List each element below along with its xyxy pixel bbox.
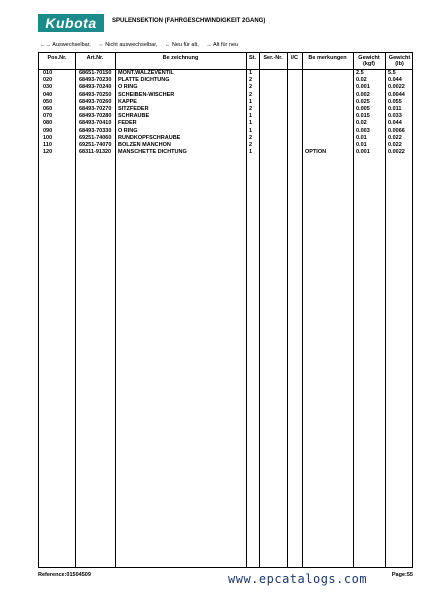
cell-bez: FEDER [118, 120, 137, 127]
cell-lb: 0.044 [388, 77, 402, 84]
cell-lb: 5.5 [388, 70, 396, 76]
table-row [39, 106, 412, 113]
cell-st: 2 [249, 84, 253, 91]
table-row [39, 135, 412, 142]
table-row [39, 149, 412, 156]
cell-bez: BOLZEN MANCHON [118, 142, 171, 148]
cell-bez: MANSCHETTE DICHTUNG [118, 149, 187, 156]
cell-st: 1 [249, 127, 253, 134]
header-art: Art.Nr. [86, 55, 104, 61]
cell-st: 2 [249, 77, 253, 84]
table-row [39, 92, 412, 99]
cell-kgf: 0.01 [356, 134, 367, 141]
reference-number: Reference:01504509 [38, 572, 91, 578]
cell-art: 68493-70280 [79, 113, 112, 120]
kubota-logo: Kubota [38, 14, 104, 32]
cell-pos: 120 [43, 149, 53, 156]
cell-lb: 0.022 [388, 134, 402, 141]
cell-st: 2 [249, 134, 253, 141]
cell-pos: 080 [43, 120, 53, 127]
header-weight-kgf-unit: (kgf) [363, 61, 375, 67]
cell-art: 68493-70250 [79, 91, 112, 98]
cell-lb: 0.044 [388, 120, 402, 127]
parts-table [38, 52, 413, 568]
cell-kgf: 0.005 [356, 106, 370, 112]
legend-item: ←→ Auswechselbar, [40, 42, 91, 48]
cell-bez: KAPPE [118, 98, 137, 105]
cell-kgf: 0.001 [356, 149, 370, 156]
cell-art: 68493-70240 [79, 84, 112, 91]
cell-bez: MONT.WALZEVENTIL [118, 70, 174, 76]
table-row [39, 99, 412, 106]
header-weight-lb [385, 55, 414, 67]
header-weight-kgf-label: Gewicht [358, 55, 380, 61]
table-row [39, 120, 412, 127]
cell-art: 69251-74060 [79, 134, 112, 141]
watermark: www.epcatalogs.com [228, 572, 368, 586]
cell-pos: 050 [43, 98, 53, 105]
cell-bez: PLATTE DICHTUNG [118, 77, 170, 84]
cell-kgf: 0.025 [356, 98, 370, 105]
cell-bez: O RING [118, 84, 138, 91]
cell-bem: OPTION [305, 149, 327, 156]
cell-lb: 0.055 [388, 98, 402, 105]
legend-item: ← Neu für alt, [164, 42, 199, 48]
cell-art: 68493-70260 [79, 98, 112, 105]
cell-art: 68311-91320 [79, 149, 112, 156]
cell-bez: SITZFEDER [118, 106, 149, 112]
cell-art: 68493-70230 [79, 77, 112, 84]
header-ic: I/C [290, 55, 299, 61]
cell-pos: 070 [43, 113, 53, 120]
page-title: SPULENSEKTION (FAHRGESCHWINDIGKEIT 2GANG) [112, 18, 266, 24]
cell-pos: 110 [43, 142, 52, 148]
header-st: St. [248, 55, 257, 61]
legend-item: ⇔ Nicht auswechselbar, [98, 42, 158, 48]
header-pos: Pos.Nr. [47, 55, 67, 61]
cell-st: 1 [249, 70, 253, 76]
cell-lb: 0.033 [388, 113, 402, 120]
cell-pos: 030 [43, 84, 53, 91]
header-weight-lb-unit: (lb) [395, 61, 404, 67]
cell-pos: 060 [43, 106, 53, 112]
table-row [39, 70, 412, 77]
cell-st: 1 [249, 149, 253, 156]
cell-pos: 040 [43, 91, 53, 98]
cell-st: 1 [249, 98, 253, 105]
table-row [39, 113, 412, 120]
cell-st: 2 [249, 91, 253, 98]
cell-art: 69251-74070 [79, 142, 112, 148]
cell-st: 2 [249, 142, 253, 148]
cell-pos: 090 [43, 127, 53, 134]
cell-st: 1 [249, 120, 253, 127]
cell-bez: SCHEIBEN-WISCHER [118, 91, 175, 98]
cell-art: 68493-70410 [79, 120, 112, 127]
cell-pos: 020 [43, 77, 53, 84]
table-row [39, 84, 412, 91]
table-row [39, 77, 412, 84]
table-row [39, 128, 412, 135]
cell-st: 1 [249, 113, 253, 120]
cell-kgf: 0.001 [356, 84, 370, 91]
cell-lb: 0.0066 [388, 127, 405, 134]
table-row [39, 142, 412, 149]
header-weight-lb-label: Gewicht [388, 55, 411, 61]
cell-kgf: 0.003 [356, 127, 370, 134]
cell-bez: SCHRAUBE [118, 113, 150, 120]
cell-kgf: 0.015 [356, 113, 370, 120]
header-bezeichnung: Be zeichnung [162, 55, 199, 61]
cell-art: 68651-70150 [79, 70, 112, 76]
cell-lb: 0.0022 [388, 84, 405, 91]
legend-item: → Alt für neu [206, 42, 239, 48]
cell-kgf: 0.02 [356, 120, 367, 127]
cell-pos: 010 [43, 70, 53, 76]
cell-bez: O RING [118, 127, 138, 134]
cell-kgf: 0.01 [356, 142, 367, 148]
cell-lb: 0.022 [388, 142, 402, 148]
cell-art: 68493-70330 [79, 127, 112, 134]
header-bemerkungen: Be merkungen [308, 55, 347, 61]
cell-art: 68493-70270 [79, 106, 112, 112]
cell-bez: RUNDKOPFSCHRAUBE [118, 134, 181, 141]
cell-kgf: 0.02 [356, 77, 367, 84]
cell-kgf: 0.002 [356, 91, 370, 98]
cell-pos: 100 [43, 134, 53, 141]
legend [40, 42, 244, 48]
header-ser: Ser.-Nr. [263, 55, 283, 61]
header-weight-kgf [353, 55, 385, 67]
cell-kgf: 2.5 [356, 70, 364, 76]
page-number: Page:55 [391, 572, 413, 578]
cell-lb: 0.0022 [388, 149, 405, 156]
cell-lb: 0.0044 [388, 91, 405, 98]
cell-st: 2 [249, 106, 253, 112]
cell-lb: 0.011 [388, 106, 402, 112]
